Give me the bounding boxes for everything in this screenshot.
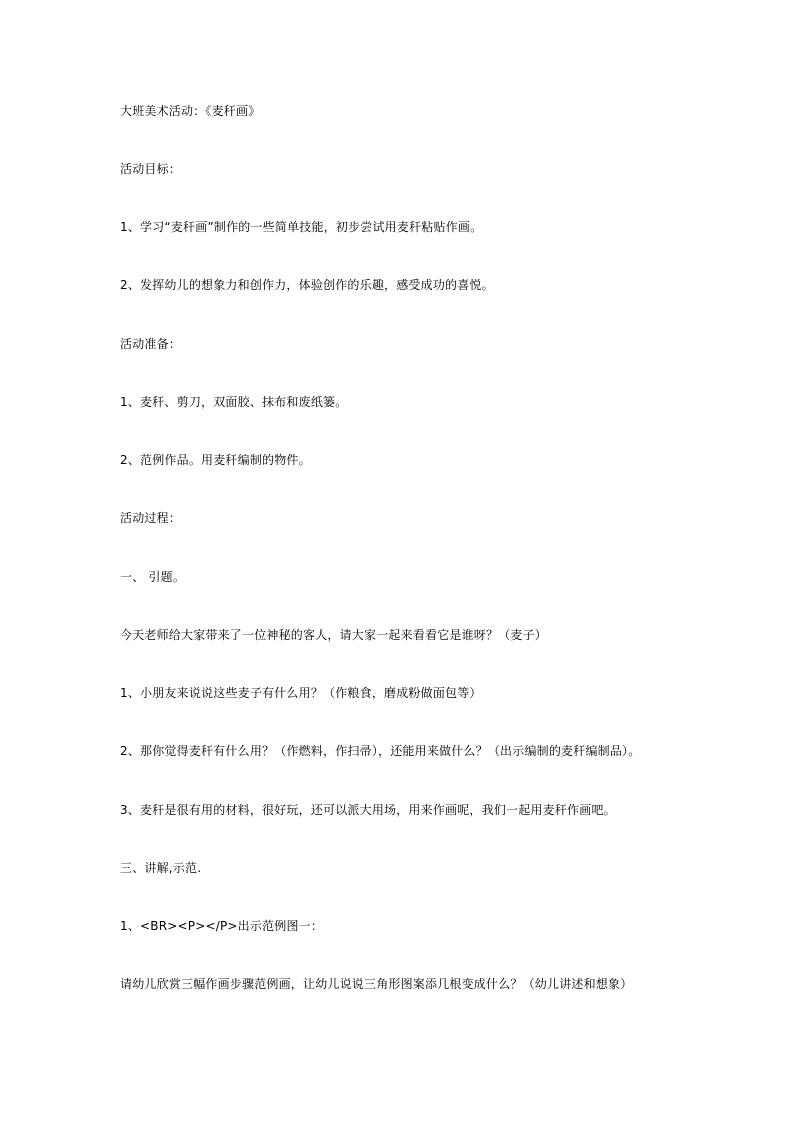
paragraph: 一、 引题。 [120,570,186,584]
paragraph: 1、<BR><P></P>出示范例图一： [120,919,324,933]
paragraph: 3、麦秆是很有用的材料，很好玩，还可以派大用场，用来作画呢，我们一起用麦秆作画吧。 [120,803,616,817]
paragraph: 今天老师给大家带来了一位神秘的客人，请大家一起来看看它是谁呀？（麦子） [120,628,548,642]
paragraph: 三、讲解,示范. [120,861,202,875]
document-title: 大班美术活动：《麦秆画》 [120,104,261,118]
section-heading-process: 活动过程： [120,511,182,525]
paragraph: 1、麦秆、剪刀，双面胶、抹布和废纸篓。 [120,395,348,409]
paragraph: 1、小朋友来说说这些麦子有什么用？（作粮食，磨成粉做面包等） [120,686,482,700]
section-heading-preparation: 活动准备： [120,337,182,351]
paragraph: 2、发挥幼儿的想象力和创作力，体验创作的乐趣，感受成功的喜悦。 [120,278,494,292]
section-heading-goals: 活动目标： [120,162,182,176]
paragraph: 2、范例作品。用麦秆编制的物件。 [120,453,311,467]
paragraph: 2、那你觉得麦秆有什么用？（作燃料，作扫帚），还能用来做什么？（出示编制的麦秆编制品）。 [120,744,641,758]
paragraph: 1、学习“麦秆画”制作的一些简单技能，初步尝试用麦秆粘贴作画。 [120,220,483,234]
paragraph: 请幼儿欣赏三幅作画步骤范例画，让幼儿说说三角形图案添几根变成什么？（幼儿讲述和想象） [120,977,633,991]
